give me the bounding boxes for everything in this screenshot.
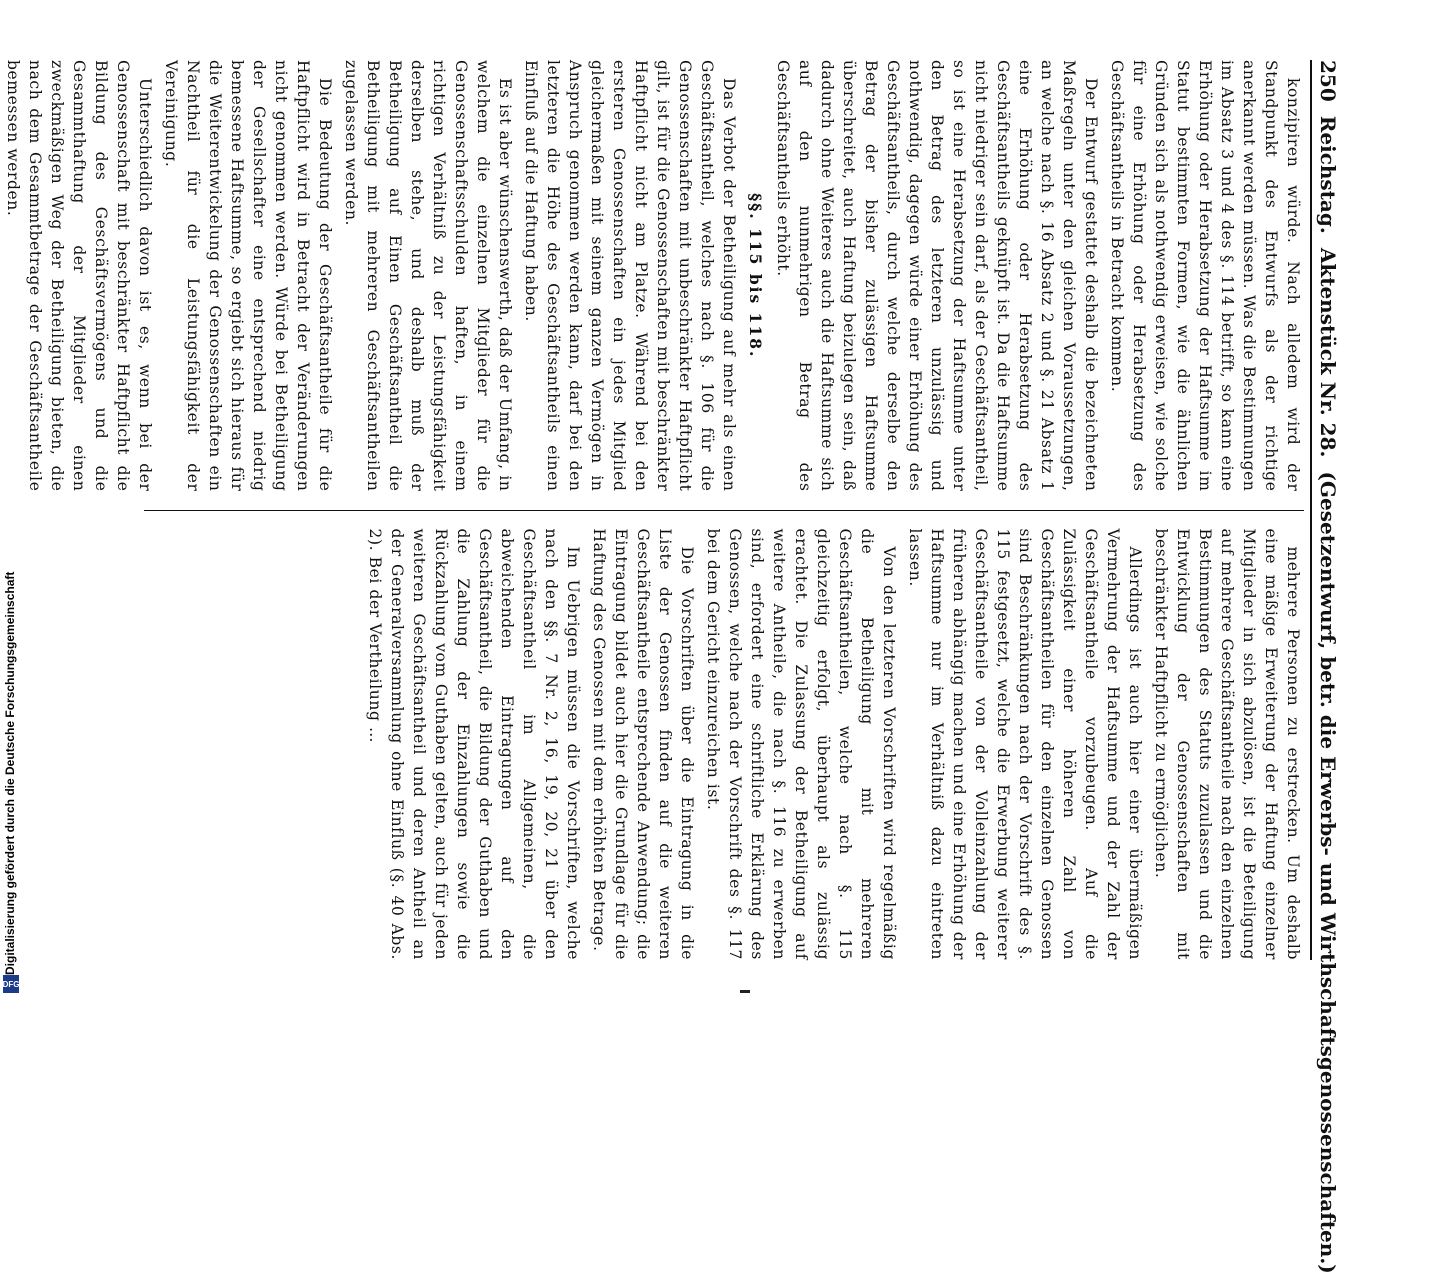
section-heading: §§. 115 bis 118. xyxy=(746,193,765,359)
digitization-credit-text: Digitalisierung gefördert durch die Deutsche Forschungsgemeinschaft xyxy=(3,571,17,975)
right-paragraph: Die Vorschriften über die Eintragung in die Liste der Genossen finden auf die weiteren Geschäftsantheile entsprechende Anwendung; die Eintragung bildet auch hier die Grundlage für die Haftung des Genossen mit dem erhöhten Betrage. xyxy=(590,528,696,960)
left-paragraph: Der Entwurf gestattet deshalb die bezeichneten Maßregeln unter den gleichen Voraussetzungen, an welche nach §. 16 Absatz 2 und §. 21 Absatz 1 eine Erhöhung oder Herabsetzung des Geschäftsantheils geknüpft ist. Da die Haftsumme nicht niedriger sein darf, als der Geschäftsantheil, so ist eine Herabsetzung der Haftsumme unter den Betrag des letzteren unzulässig und nothwendig, dagegen würde einer Erhöhung des Geschäftsantheils, durch welche derselbe den Betrag der bisher zulässigen Haftsumme überschreitet, auch Haftung beizulegen sein, daß dadurch ohne Weiteres auch die Haftsumme sich auf den nunmehrigen Betrag des Geschäftsantheils erhöht. xyxy=(774,60,1100,492)
header-aktenstueck: Aktenstück Nr. 28. xyxy=(1316,247,1340,458)
scan-mark xyxy=(740,990,750,993)
right-paragraph: mehrere Personen zu erstrecken. Um deshalb eine mäßige Erweiterung der Haftung einzelner Mitglieder in sich abzulösen, ist die Beteiligung auf mehrere Geschäftsantheile nach den einzelnen Bestimmungen des Statuts zuzulassen und die Entwicklung der Genossenschaften mit beschränkter Haftpflicht zu ermöglichen. xyxy=(1152,528,1302,960)
left-paragraph: Es ist aber wünschenswerth, daß der Umfang, in welchem die einzelnen Mitglieder für die Genossenschaftsschulden haften, in einem richtigen Verhältniß zu der Leistungsfähigkeit derselben stehe, und deshalb muß der Betheiligung auf Einen Geschäftsantheil die Betheiligung mit mehreren Geschäftsantheilen zugelassen werden. xyxy=(342,60,514,492)
page-header xyxy=(1310,60,1340,1274)
header-title: (Gesetzentwurf, betr. die Erwerbs- und Wirthschaftsgenossenschaften.) xyxy=(1316,471,1340,1274)
right-paragraph: Von den letzteren Vorschriften wird regelmäßig die Betheiligung mit mehreren Geschäftsantheilen, welche nach §. 115 gleichzeitig erfolgt, überhaupt als zulässig erachtet. Die Zulassung der Betheiligung auf weitere Antheile, die nach §. 116 zu erwerben sind, erfordert eine schriftliche Erklärung des Genossen, welche nach der Vorschrift des §. 117 bei dem Gericht einzureichen ist. xyxy=(704,528,898,960)
dfg-logo: DFG xyxy=(3,975,19,993)
header-reichstag: Reichstag. xyxy=(1316,115,1340,234)
left-paragraph: Unterschiedlich davon ist es, wenn bei der Genossenschaft mit beschränkter Haftpflicht die Bildung des Geschäftsvermögens und die Gesammthaftung der Mitglieder einen zweckmäßigen Weg der Betheiligung bieten, die nach dem Gesammtbetrage der Geschäftsantheile bemessen werden. xyxy=(4,60,154,492)
right-paragraph: Im Uebrigen müssen die Vorschriften, welche nach den §§. 7 Nr. 2, 16, 19, 20, 21 über den Geschäftsantheil im Allgemeinen, die abweichenden Eintragungen auf den Geschäftsantheil, die Bildung der Guthaben und die Zahlung der Einzahlungen sowie die Rückzahlung vom Guthaben gelten, auch für jeden weiteren Geschäftsantheil und deren Antheil an der Generalversammlung ohne Einfluß (§. 40 Abs. 2). Bei der Vertheilung … xyxy=(366,528,582,960)
left-column xyxy=(4,60,1304,492)
left-paragraph: konzipiren würde. Nach alledem wird der Standpunkt des Entwurfs als der richtige anerkannt werden müssen. Was die Bestimmungen im Absatz 3 und 4 des §. 114 betrifft, so kann eine Erhöhung oder Herabsetzung der Haftsumme im Statut bestimmten Formen, wie die ähnlichen Gründen sich als nothwendig erweisen, wie solche für eine Erhöhung oder Herabsetzung des Geschäftsantheils in Betracht kommen. xyxy=(1108,60,1302,492)
left-paragraph: Die Bedeutung der Geschäftsantheile für die Haftpflicht wird in Betracht der Veränderungen nicht genommen werden. Würde bei Betheiligung der Gesellschafter eine entsprechend niedrig bemessene Haftsumme, so ergiebt sich hieraus für die Weiterentwickelung der Genossenschaften ein Nachtheil für die Leistungsfähigkeit der Vereinigung. xyxy=(162,60,334,492)
page-number: 250 xyxy=(1316,60,1340,102)
right-paragraph: Allerdings ist auch hier einer übermäßigen Vermehrung der Haftsumme und der Zahl der Geschäftsantheile vorzubeugen. Auf die Zulässigkeit einer höheren Zahl von Geschäftsantheilen für den einzelnen Genossen sind Beschränkungen nach der Vorschrift des §. 115 festgesetzt, welche die Erwerbung weiterer Geschäftsantheile von der Volleinzahlung der früheren abhängig machen und eine Erhöhung der Haftsumme nur im Verhältniß dazu eintreten lassen. xyxy=(906,528,1144,960)
right-column xyxy=(144,529,1304,961)
column-divider xyxy=(144,510,1304,511)
left-paragraph: Das Verbot der Betheiligung auf mehr als einen Geschäftsantheil, welches nach §. 106 für die Genossenschaften mit unbeschränkter Haftpflicht gilt, ist für die Genossenschaften mit beschränkter Haftpflicht nicht am Platze. Während bei den ersteren Genossenschaften ein jedes Mitglied gleichermaßen mit seinem ganzen Vermögen in Anspruch genommen werden kann, darf bei den letzteren die Höhe des Geschäftsantheils einen Einfluß auf die Haftung haben. xyxy=(522,60,738,492)
